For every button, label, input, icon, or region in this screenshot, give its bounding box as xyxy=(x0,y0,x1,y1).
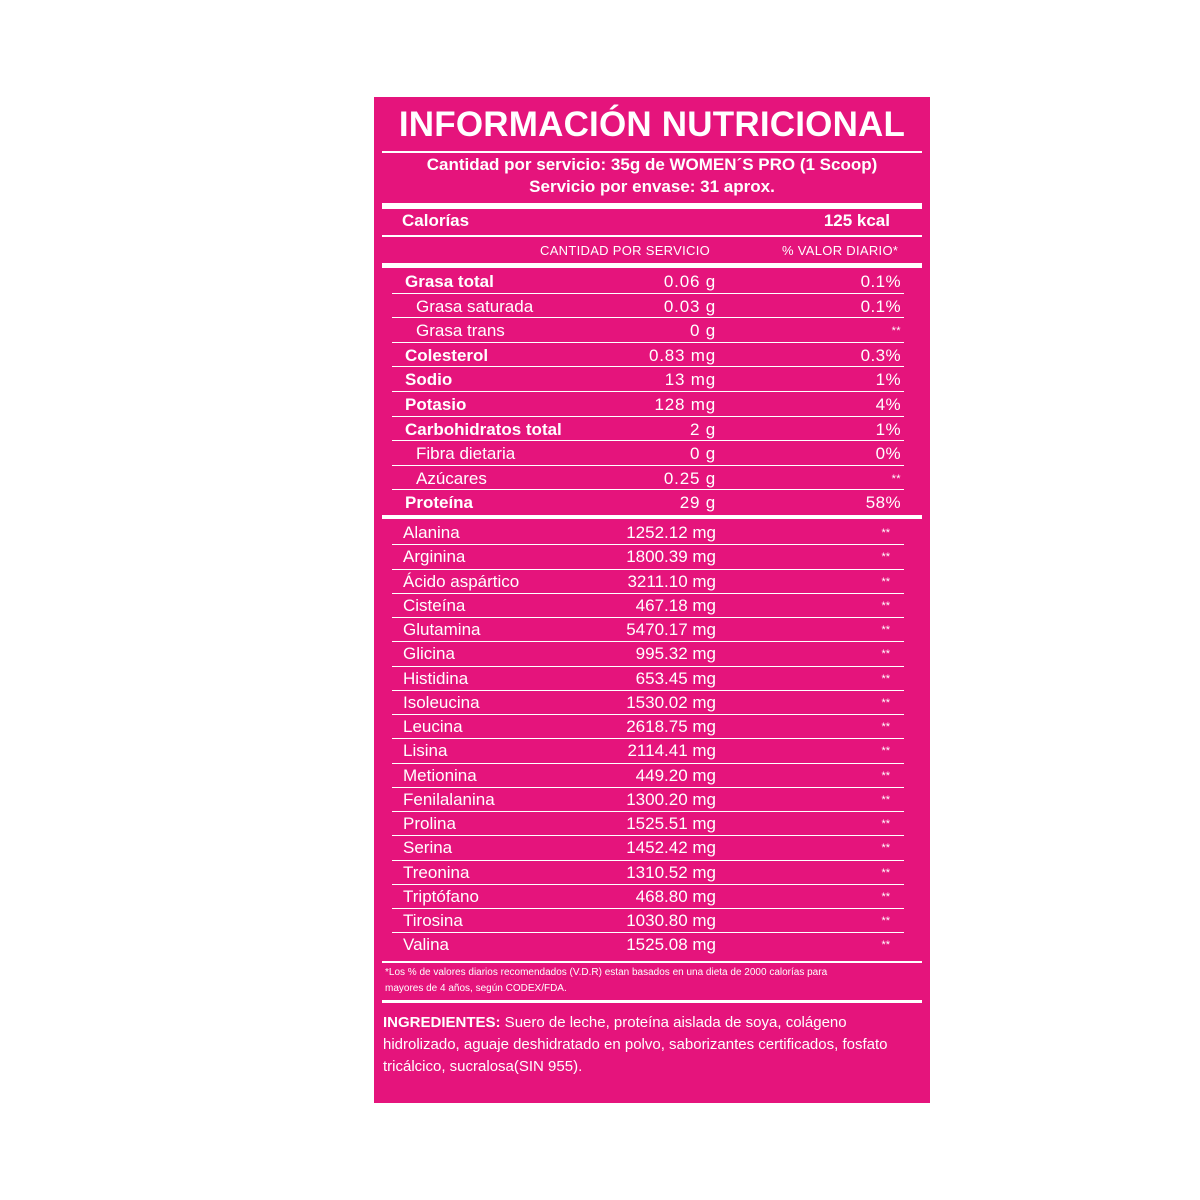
calories-value: 125 kcal xyxy=(823,211,890,230)
ingredients-section xyxy=(383,1012,920,1078)
nutrient-row xyxy=(374,442,930,466)
nutrient-name: Grasa saturada xyxy=(416,296,534,316)
amino-acid-row xyxy=(374,715,930,739)
amino-acid-amount: 2618.75 mg xyxy=(626,717,716,736)
amino-acid-name: Valina xyxy=(403,935,449,955)
nutrient-name: Fibra dietaria xyxy=(416,444,516,464)
nutrient-row xyxy=(374,344,930,368)
nutrient-daily-value: 1% xyxy=(875,370,901,390)
nutrient-row xyxy=(374,270,930,294)
ingredients-label: INGREDIENTES: xyxy=(383,1014,501,1031)
nutrient-daily-value: 4% xyxy=(875,395,901,414)
amino-acid-amount: 1530.02 mg xyxy=(626,692,716,712)
amino-acid-daily-value: ** xyxy=(881,696,890,709)
amino-acid-amount: 1310.52 mg xyxy=(626,862,716,882)
nutrient-row xyxy=(374,368,930,392)
amino-acid-amount: 467.18 mg xyxy=(635,595,716,615)
nutrient-row xyxy=(374,295,930,319)
amino-acid-name: Metionina xyxy=(403,765,477,785)
nutrient-name: Carbohidratos total xyxy=(405,419,562,439)
amino-acid-name: Tirosina xyxy=(403,911,463,930)
amino-acid-daily-value: ** xyxy=(881,575,890,588)
footnote-line-1: *Los % de valores diarios recomendados (V.D.R) estan basados en una dieta de 2000 calorías para xyxy=(385,967,828,978)
amino-acid-row xyxy=(374,788,930,812)
nutrient-name: Azúcares xyxy=(416,468,487,488)
calories-label: Calorías xyxy=(402,211,470,230)
amino-acid-daily-value: ** xyxy=(881,890,890,903)
rule-above-footnote xyxy=(382,961,922,963)
nutrient-amount: 29 g xyxy=(679,493,716,513)
amino-acid-amount: 1252.12 mg xyxy=(626,523,716,542)
nutrient-amount: 2 g xyxy=(689,419,716,439)
amino-acid-row xyxy=(374,764,930,788)
amino-acid-row xyxy=(374,618,930,642)
nutrient-daily-value: ** xyxy=(891,472,901,485)
amino-acid-daily-value: ** xyxy=(881,624,890,636)
amino-acid-name: Isoleucina xyxy=(403,692,480,712)
amino-acid-row xyxy=(374,545,930,569)
nutrient-name: Potasio xyxy=(405,395,467,414)
amino-acid-daily-value: ** xyxy=(881,769,890,782)
nutrient-daily-value: 0.1% xyxy=(860,296,901,316)
nutrient-amount: 13 mg xyxy=(664,370,716,390)
amino-acid-name: Ácido aspártico xyxy=(403,571,520,591)
rule-above-amino-acids xyxy=(382,515,922,519)
amino-acid-row xyxy=(374,667,930,691)
amount-column-header: CANTIDAD POR SERVICIO xyxy=(540,243,711,258)
amino-acid-row xyxy=(374,885,930,909)
amino-acid-daily-value: ** xyxy=(881,721,890,733)
amino-acid-name: Glicina xyxy=(403,644,455,664)
amino-acid-name: Serina xyxy=(403,838,453,858)
amino-acid-name: Lisina xyxy=(403,741,448,761)
amino-acid-amount: 449.20 mg xyxy=(635,765,716,785)
nutrient-daily-value: 0.1% xyxy=(860,272,901,291)
nutrient-amount: 0.06 g xyxy=(663,272,716,291)
amino-acid-name: Alanina xyxy=(403,523,460,542)
amino-acid-name: Treonina xyxy=(403,862,470,882)
rule-under-title xyxy=(382,151,922,153)
nutrient-name: Colesterol xyxy=(405,345,489,365)
nutrient-daily-value: 0% xyxy=(875,444,901,464)
nutrition-facts-panel xyxy=(374,97,930,1103)
amino-acid-daily-value: ** xyxy=(881,551,890,564)
nutrient-divider xyxy=(392,342,904,343)
amino-acid-amount: 1452.42 mg xyxy=(626,838,716,858)
amino-acid-row xyxy=(374,691,930,715)
amino-acid-amount: 1030.80 mg xyxy=(626,911,716,930)
nutrient-daily-value: 0.3% xyxy=(860,345,901,365)
amino-acid-name: Histidina xyxy=(403,668,469,688)
amino-acid-amount: 653.45 mg xyxy=(635,668,716,688)
amino-acid-row xyxy=(374,812,930,836)
amino-acid-amount: 1800.39 mg xyxy=(626,547,716,567)
footnote-line-2: mayores de 4 años, según CODEX/FDA. xyxy=(385,983,567,994)
amino-acid-daily-value: ** xyxy=(881,818,890,830)
amino-acid-row xyxy=(374,836,930,860)
nutrient-amount: 0.83 mg xyxy=(648,345,716,365)
nutrient-amount: 0.25 g xyxy=(663,468,716,488)
nutrient-row xyxy=(374,319,930,343)
nutrient-daily-value: 1% xyxy=(875,419,901,439)
nutrient-name: Sodio xyxy=(405,370,453,390)
nutrient-divider xyxy=(392,317,904,318)
amino-acid-name: Cisteína xyxy=(403,595,466,615)
nutrient-daily-value: ** xyxy=(891,325,901,338)
ingredients-text: Suero de leche, proteína aislada de soya, colágeno hidrolizado, aguaje deshidratado en polvo, saborizantes certificados, fosfato tricálcico, sucralosa(SIN 955). xyxy=(383,1014,888,1075)
rule-above-ingredients xyxy=(382,1000,922,1003)
calories-row xyxy=(402,211,890,231)
amino-acid-daily-value: ** xyxy=(881,939,890,952)
amino-acid-name: Arginina xyxy=(403,547,466,567)
nutrient-name: Grasa trans xyxy=(416,321,505,341)
daily-value-column-header: % VALOR DIARIO* xyxy=(782,243,899,258)
rule-under-calories xyxy=(382,235,922,237)
amino-acid-amount: 995.32 mg xyxy=(635,644,716,664)
amino-acid-name: Triptófano xyxy=(403,886,479,906)
amino-acid-row xyxy=(374,933,930,957)
serving-info xyxy=(374,154,930,198)
panel-title: INFORMACIÓN NUTRICIONAL xyxy=(398,105,906,144)
amino-acid-amount: 5470.17 mg xyxy=(626,620,716,639)
amino-acid-amount: 1525.51 mg xyxy=(626,814,716,833)
nutrient-row xyxy=(374,393,930,417)
nutrient-divider xyxy=(392,391,904,392)
nutrient-name: Grasa total xyxy=(405,272,494,291)
nutrient-name: Proteína xyxy=(405,493,474,513)
amino-acid-name: Glutamina xyxy=(403,620,481,639)
amino-acid-daily-value: ** xyxy=(881,672,890,685)
amino-acid-daily-value: ** xyxy=(881,793,890,806)
amino-acid-amount: 468.80 mg xyxy=(635,886,716,906)
amino-acid-row xyxy=(374,521,930,545)
amino-acid-daily-value: ** xyxy=(881,599,890,612)
nutrient-divider xyxy=(392,293,904,294)
amino-acid-row xyxy=(374,642,930,666)
amino-acid-daily-value: ** xyxy=(881,842,890,855)
amino-acid-daily-value: ** xyxy=(881,648,890,661)
amino-acid-row xyxy=(374,594,930,618)
amino-acid-name: Prolina xyxy=(403,814,456,833)
rule-thick-top xyxy=(382,203,922,209)
amino-acid-name: Fenilalanina xyxy=(403,789,495,809)
nutrient-divider xyxy=(392,416,904,417)
nutrient-divider xyxy=(392,440,904,441)
amino-acid-daily-value: ** xyxy=(881,866,890,879)
nutrient-amount: 0.03 g xyxy=(663,296,716,316)
nutrient-amount: 0 g xyxy=(689,321,716,341)
amino-acid-daily-value: ** xyxy=(881,527,890,539)
amino-acid-row xyxy=(374,570,930,594)
amino-acid-row xyxy=(374,909,930,933)
amino-acid-daily-value: ** xyxy=(881,745,890,758)
amino-acid-name: Leucina xyxy=(403,717,463,736)
nutrient-amount: 128 mg xyxy=(654,395,716,414)
nutrient-divider xyxy=(392,489,904,490)
servings-per-container-line: Servicio por envase: 31 aprox. xyxy=(529,177,775,196)
amino-acid-amount: 1300.20 mg xyxy=(626,789,716,809)
amino-acid-amount: 1525.08 mg xyxy=(626,935,716,955)
daily-value-footnote xyxy=(385,965,920,997)
amino-acid-amount: 2114.41 mg xyxy=(627,741,716,761)
nutrient-divider xyxy=(392,465,904,466)
rule-thick-mid xyxy=(382,263,922,268)
amino-acid-row xyxy=(374,739,930,763)
nutrient-divider xyxy=(392,366,904,367)
nutrient-daily-value: 58% xyxy=(865,493,901,513)
serving-size-line: Cantidad por servicio: 35g de WOMEN´S PRO (1 Scoop) xyxy=(426,155,878,174)
amino-acid-amount: 3211.10 mg xyxy=(627,571,716,591)
nutrient-row xyxy=(374,418,930,442)
amino-acid-daily-value: ** xyxy=(881,915,890,927)
nutrient-row xyxy=(374,491,930,515)
amino-acid-row xyxy=(374,861,930,885)
nutrient-amount: 0 g xyxy=(689,444,716,464)
nutrient-row xyxy=(374,467,930,491)
